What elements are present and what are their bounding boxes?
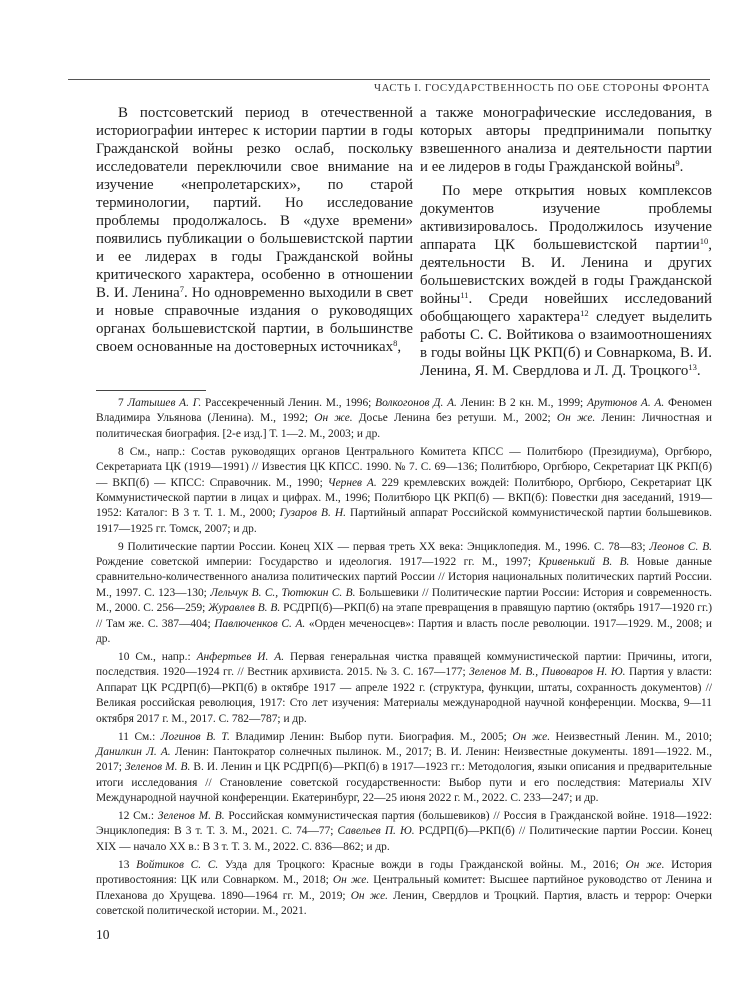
footnote-author: Гузаров В. Н. [279,507,346,520]
running-head-title: ЧАСТЬ I. ГОСУДАРСТВЕННОСТЬ ПО ОБЕ СТОРОНЫ ФРОНТА [374,82,710,94]
footnote-9 [96,540,712,648]
footnote-separator [96,390,206,391]
footnote-text: Рассекреченный Ленин. М., 1996; [201,397,376,409]
paragraph-text: . Но одновременно выходили в свет и новые справочные издания о руководящих органах большевистской партии, в большинстве своем основанные на достоверных источниках [96,285,413,355]
running-head [68,79,710,94]
footnote-text: РСДРП(б)—РКП(б) // Политические партии России. Конец XIX — начало XX в.: В 3 т. Т. 3. М., 2022. С. 836—862; и др. [96,825,712,853]
footnote-text: Феномен Владимира Ульянова (Ленина). М., 1992; [96,397,713,425]
footnotes [96,396,712,922]
paragraph [420,182,712,380]
footnote-text: Владимир Ленин: Выбор пути. Биография. М., 2005; [229,730,513,743]
footnote-ref[interactable]: 10 [699,236,709,246]
paragraph [420,104,712,176]
footnote-text: «Орден меченосцев»: Партия и власть после революции. 1917—1929. М., 2008; и др. [96,617,712,646]
footnote-text: Российская коммунистическая партия (большевиков) // Россия в Гражданской войне. 1918—1922: Энциклопедия: В 3 т. Т. 3. М., 2021. С. 74—77; [96,810,712,838]
footnote-author: Он же. [314,412,353,425]
footnote-author: Павлюченков С. А. [214,617,306,630]
footnote-author: Арутюнов А. А. [586,397,665,409]
paragraph-text: , [397,339,402,355]
footnote-author: Зеленов М. В. [157,810,225,823]
footnote-10 [96,650,712,727]
footnote-text: Досье Ленина без ретуши. М., 2002; [352,412,557,425]
footnote-author: Анфертьев И. А. [196,651,285,663]
footnote-text: 13 [118,858,137,871]
paragraph-text: . [679,159,684,175]
footnote-author: Он же. [556,412,596,425]
footnote-text: Ленин: В 2 кн. М., 1999; [456,397,587,409]
footnote-author: Лельчук В. С., Тютюкин С. В. [210,586,356,599]
footnote-text: Партия у власти: Аппарат ЦК РСДРП(б)—РКП(б) в октябре 1917 — апреле 1922 г. (структура, функции, штаты, сохранность документов) // Великая российская революция, 1917: Сто лет изучения: Материалы международной научной конференции. Москва, 9—11 октября 2017 г. М., 2017. С. 782—787; и др. [96,666,712,725]
body-column-right [420,104,712,380]
footnote-text: Узда для Троцкого: Красные вожди в годы Гражданской войны. М., 2016; [218,858,626,871]
footnote-text: 9 Политические партии России. Конец XIX — первая треть XX века: Энциклопедия. М., 1996. С. 78—83; [118,540,650,553]
footnote-author: Волкогонов Д. А. [375,397,457,409]
footnote-ref[interactable]: 11 [460,290,469,300]
footnote-text: Ленин: Личностная и политическая биография. [2-е изд.] Т. 1—2. М., 2003; и др. [96,412,712,440]
footnote-7 [96,396,712,442]
paragraph-text: . Среди новейших исследований обобщающего характера [420,291,712,325]
paragraph [96,104,413,356]
footnote-12 [96,809,712,855]
footnote-author: Он же. [512,730,551,743]
body-column-left [96,104,413,356]
footnote-author: Чернев А. [327,476,377,489]
footnote-ref[interactable]: 8 [393,338,398,348]
footnote-author: Он же. [625,858,665,871]
footnote-author: Журавлев В. В. [208,602,281,615]
footnote-author: Он же. [332,874,370,887]
footnote-text: 7 [118,397,128,409]
footnote-text: 12 См.: [118,810,158,823]
footnote-text: В. И. Ленин и ЦК РСДРП(б)—РКП(б) в 1917—1923 гг.: Методология, языки описания и предварительные итоги исследования // Становление советской государственности: Выбор пути и его последствия: Материалы XIV Международной научной конференции. Екатеринбург, 22—25 июня 2022 г. М., 2022. С. 233—247; и др. [96,761,712,805]
footnote-author: Он же. [350,889,389,902]
footnote-text: 11 См.: [118,730,161,743]
footnote-13 [96,858,712,920]
footnote-text: Ленин: Пантократор солнечных пылинок. М., 2017; В. И. Ленин: Неизвестные документы. 1891—1922. М., 2017; [96,745,712,774]
footnote-text: Ленин, Свердлов и Троцкий. Партия, власть и террор: Очерки советской политической истории. М., 2021. [96,889,713,917]
footnote-ref[interactable]: 9 [675,158,680,168]
footnote-text: Новые данные сравнительно-количественного анализа политических партий России // История национальных политических партий России. М., 1997. С. 123—130; [96,556,712,599]
footnote-ref[interactable]: 13 [688,362,697,372]
paragraph-text: В постсоветский период в отечественной историографии интерес к истории партии в годы Гражданской войны резко ослаб, поскольку исследователи переключили свое внимание на изучение «непролетарских», по старой терминологии, партий. Но исследование проблемы продолжалось. В «духе времени» появились публикации о большевистской партии и ее лидерах в годы Гражданской войны критического характера, особенно в отношении В. И. Ленина [96,105,413,301]
footnote-author: Логинов В. Т. [160,730,230,743]
paragraph-text: следует выделить работы С. С. Войтикова о взаимоотношениях в годы войны ЦК РКП(б) и Совнаркома, В. И. Ленина, Я. М. Свердлова и Л. Д. Троцкого [420,309,712,379]
footnote-text: 8 См., напр.: Состав руководящих органов Центрального Комитета КПСС — Политбюро (Президиума), Оргбюро, Секретариата ЦК (1919—1991) // Известия ЦК КПСС. 1990. № 7. С. 69—136; Политбюро, Оргбюро, Секретариат ЦК РКП(б) — ВКП(б) — КПСС: Справочник. М., 1990; [96,445,712,489]
footnote-author: Кривенький В. В. [538,556,630,569]
page-number: 10 [96,927,110,942]
footnote-author: Зеленов М. В., Пивоваров Н. Ю. [469,666,626,679]
footnote-text: Неизвестный Ленин. М., 2010; [550,730,713,743]
footnote-ref[interactable]: 7 [179,284,184,294]
footnote-11 [96,730,712,807]
footnote-8 [96,445,712,537]
footnote-text: Первая генеральная чистка правящей коммунистической партии: Причины, итоги, последствия. 1920—1924 гг. // Вестник архивиста. 2015. № 3. С. 167—177; [96,651,712,679]
footnote-author: Савельев П. Ю. [337,825,415,838]
paragraph-text: . [696,363,701,379]
footnote-author: Зеленов М. В. [125,761,191,774]
footnote-text: 229 кремлевских вождей: Политбюро, Оргбюро, Секретариат ЦК Коммунистической партии в лицах и цифрах. М., 1996; Политбюро ЦК РКП(б) — ВКП(б): Повестки дня заседаний, 1919—1952: Каталог: В 3 т. Т. 1. М., 2000; [96,476,713,520]
footnote-text: Большевики // Политические партии России: История и современность. М., 2000. С. 256—259; [96,586,712,615]
footnote-ref[interactable]: 12 [580,308,589,318]
footnote-author: Войтиков С. С. [136,858,219,871]
footnote-text: Партийный аппарат Российской коммунистической партии большевиков. 1917—1925 гг. Томск, 2007; и др. [96,507,712,535]
paragraph-text: По мере открытия новых комплексов документов изучение проблемы активизировалось. Продолжилось изучение аппарата ЦК большевистской партии [420,183,712,253]
footnote-text: История противостояния: ЦК или Совнарком. М., 2018; [96,858,713,887]
paragraph-text: , деятельности В. И. Ленина и других большевистских вождей в годы Гражданской войны [420,237,712,307]
footnote-text: Рождение советской империи: Государство и идеология. 1917—1922 гг. М., 1997; [96,556,539,569]
footnote-author: Латышев А. Г. [127,397,202,409]
footnote-text: РСДРП(б)—РКП(б) на этапе превращения в правящую партию (октябрь 1917—1920 гг.) // Там же. С. 387—404; [96,602,713,630]
footnote-text: 10 См., напр.: [118,651,197,663]
paragraph-text: а также монографические исследования, в которых авторы предпринимали попытку взвешенного анализа и деятельности партии и ее лидеров в годы Гражданской войны [420,105,712,175]
footnote-author: Данилкин Л. А. [96,745,171,758]
footnote-text: Центральный комитет: Высшее партийное руководство от Ленина и Плеханова до Хрущева. 1890—1964 гг. М., 2019; [96,874,712,902]
footnote-author: Леонов С. В. [649,540,712,553]
